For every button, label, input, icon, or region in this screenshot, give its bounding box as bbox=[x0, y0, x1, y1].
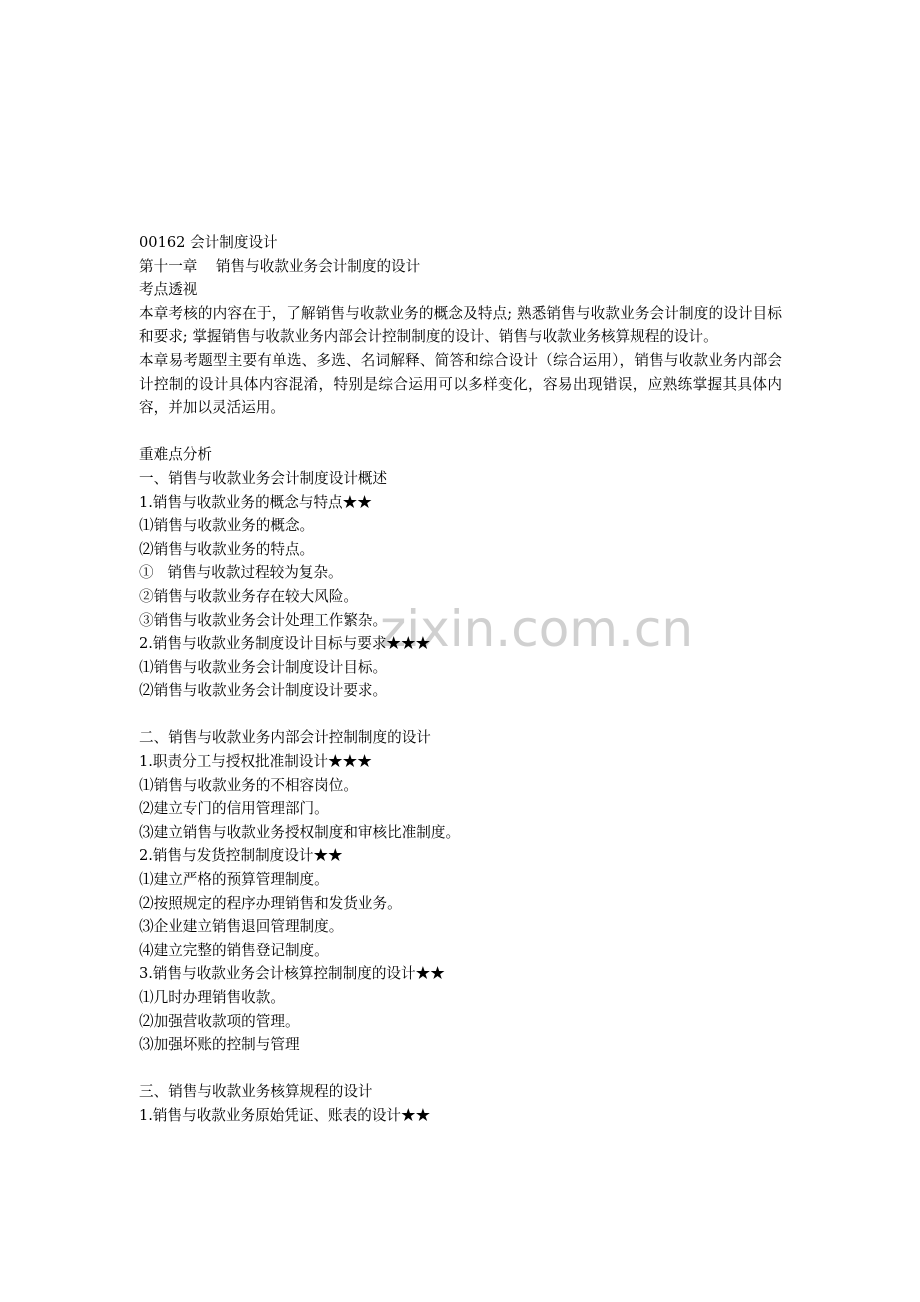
part1-item2-sub-b: ⑵销售与收款业务会计制度设计要求。 bbox=[139, 682, 388, 700]
blank-line bbox=[139, 420, 782, 444]
part1-item1-point-2: ②销售与收款业务存在较大风险。 bbox=[139, 587, 358, 605]
section-heading-overview: 考点透视 bbox=[139, 281, 198, 299]
part3-item1: 1.销售与收款业务原始凭证、账表的设计★★ bbox=[139, 1106, 431, 1124]
part1-item2: 2.销售与收款业务制度设计目标与要求★★★ bbox=[139, 635, 431, 653]
overview-paragraph-1: 本章考核的内容在于，了解销售与收款业务的概念及特点; 熟悉销售与收款业务会计制度的设计目标和要求; 掌握销售与收款业务内部会计控制制度的设计、销售与收款业务核算规程的设计。 bbox=[139, 304, 782, 346]
part2-item1-sub-b: ⑵建立专门的信用管理部门。 bbox=[139, 800, 329, 818]
part2-item2-sub-c: ⑶企业建立销售退回管理制度。 bbox=[139, 918, 344, 936]
part2-item3-sub-b: ⑵加强营收款项的管理。 bbox=[139, 1012, 300, 1030]
part2-item2-sub-a: ⑴建立严格的预算管理制度。 bbox=[139, 871, 329, 889]
part1-item1-point-3: ③销售与收款业务会计处理工作繁杂。 bbox=[139, 611, 388, 629]
part1-item1: 1.销售与收款业务的概念与特点★★ bbox=[139, 493, 372, 511]
overview-paragraph-2: 本章易考题型主要有单选、多选、名词解释、简答和综合设计（综合运用），销售与收款业务内部会计控制的设计具体内容混淆，特别是综合运用可以多样变化，容易出现错误，应熟练掌握其具体内容，并加以灵活运用。 bbox=[139, 351, 782, 417]
part1-item1-sub-a: ⑴销售与收款业务的概念。 bbox=[139, 517, 315, 535]
part1-heading: 一、销售与收款业务会计制度设计概述 bbox=[139, 469, 388, 487]
part2-item1-sub-a: ⑴销售与收款业务的不相容岗位。 bbox=[139, 776, 358, 794]
part3-heading: 三、销售与收款业务核算规程的设计 bbox=[139, 1083, 373, 1101]
part2-item3-sub-a: ⑴几时办理销售收款。 bbox=[139, 989, 285, 1006]
part2-item2-sub-d: ⑷建立完整的销售登记制度。 bbox=[139, 941, 329, 959]
part2-item3-sub-c: ⑶加强坏账的控制与管理 bbox=[139, 1036, 300, 1054]
chapter-title: 第十一章 销售与收款业务会计制度的设计 bbox=[139, 257, 421, 275]
course-title: 00162 会计制度设计 bbox=[139, 234, 278, 251]
section-heading-analysis: 重难点分析 bbox=[139, 446, 212, 464]
part2-item1: 1.职责分工与授权批准制设计★★★ bbox=[139, 753, 372, 771]
part1-item1-point-1: ① 销售与收款过程较为复杂。 bbox=[139, 564, 343, 582]
part1-item1-sub-b: ⑵销售与收款业务的特点。 bbox=[139, 540, 315, 558]
part1-item2-sub-a: ⑴销售与收款业务会计制度设计目标。 bbox=[139, 658, 388, 676]
blank-line bbox=[139, 1057, 782, 1081]
part2-item1-sub-c: ⑶建立销售与收款业务授权制度和审核比准制度。 bbox=[139, 823, 461, 841]
part2-heading: 二、销售与收款业务内部会计控制制度的设计 bbox=[139, 729, 431, 747]
watermark-text: zixin.com.cn bbox=[380, 600, 694, 658]
part2-item2-sub-b: ⑵按照规定的程序办理销售和发货业务。 bbox=[139, 894, 402, 912]
blank-line bbox=[139, 703, 782, 727]
part2-item2: 2.销售与发货控制制度设计★★ bbox=[139, 847, 343, 865]
document-page bbox=[139, 231, 782, 1128]
part2-item3: 3.销售与收款业务会计核算控制制度的设计★★ bbox=[139, 965, 445, 983]
